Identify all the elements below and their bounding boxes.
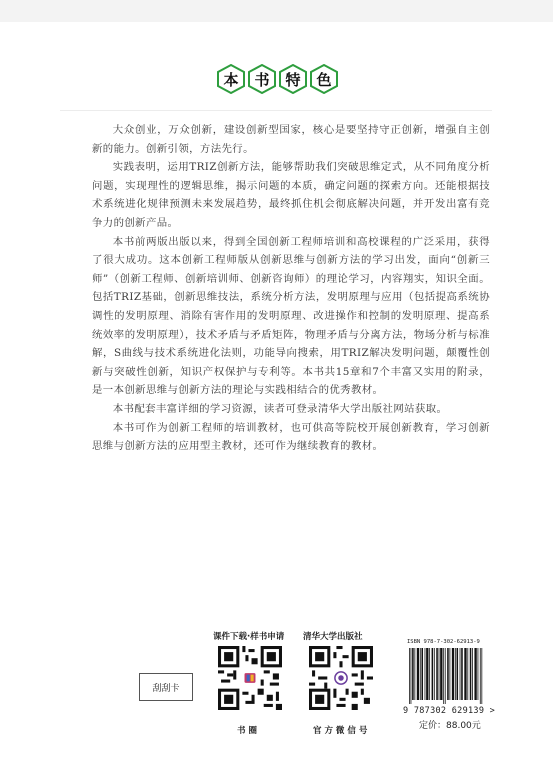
divider	[60, 110, 492, 111]
qr-left-caption: 书 圈	[237, 726, 257, 736]
isbn-text: ISBN 978-7-302-62913-9	[407, 639, 480, 645]
paragraph-3: 本书前两版出版以来，得到全国创新工程师培训和高校课程的广泛采用，获得了很大成功。这本创新工程师版从创新思维与创新方法的学习出发，面向“创新三师”（创新工程师、创新培训师、创新咨询师）的理论学习，内容翔实，知识全面。包括TRIZ基础，创新思维技法，系统分析方法，发明原理与应用（包括提高系统协调性的发明原理、消除有害作用的发明原理、改进操作和控制的发明原理、提高系统效率的发明原理），技术矛盾与矛盾矩阵，物理矛盾与分离方法，物场分析与标准解，S曲线与技术系统进化法则，功能导向搜索，用TRIZ解决发明问题，颠覆性创新与突破性创新，知识产权保护与专利等。本书共15章和7个丰富又实用的附录，是一本创新思维与创新方法的理论与实践相结合的优秀教材。	[92, 235, 490, 397]
scratch-card: 刮刮卡	[139, 673, 193, 701]
title-char: 色	[316, 70, 332, 89]
paragraph-4: 本书配套丰富详细的学习资源，读者可登录清华大学出版社网站获取。	[112, 402, 448, 415]
publisher-label: 清华大学出版社	[303, 632, 363, 642]
title-hex-3	[279, 64, 307, 94]
courseware-label: 课件下载·样书申请	[213, 632, 285, 642]
price-label: 定价：88.00元	[419, 721, 481, 731]
qr-code-wechat-icon	[309, 646, 373, 710]
title-hex-2	[248, 64, 276, 94]
paragraph-1: 大众创业，万众创新，建设创新型国家，核心是要坚持守正创新，增强自主创新的能力。创新引领，方法先行。	[92, 124, 490, 155]
paragraph-2: 实践表明，运用TRIZ创新方法，能够帮助我们突破思维定式，从不同角度分析问题，实现理性的逻辑思维，揭示问题的本质，确定问题的探索方向。还能根据技术系统进化规律预测未来发展趋势，最终抓住机会彻底解决问题，并开发出富有竞争力的创新产品。	[92, 161, 490, 229]
qr-right-caption: 官 方 微 信 号	[313, 726, 368, 736]
title-char: 本	[223, 70, 239, 89]
title-char: 书	[254, 70, 270, 89]
book-description	[92, 121, 490, 456]
title-char: 特	[285, 70, 301, 89]
isbn-digits: 9 787302 629139 >	[403, 706, 496, 716]
title-hex-1	[217, 64, 245, 94]
barcode-icon	[409, 648, 483, 704]
title-hex-4	[310, 64, 338, 94]
qr-code-shuquan-icon	[218, 646, 282, 710]
top-band	[0, 0, 553, 22]
section-title	[217, 64, 338, 94]
paragraph-5: 本书可作为创新工程师的培训教材，也可供高等院校开展创新教育，学习创新思维与创新方法的应用型主教材，还可作为继续教育的教材。	[92, 421, 490, 453]
